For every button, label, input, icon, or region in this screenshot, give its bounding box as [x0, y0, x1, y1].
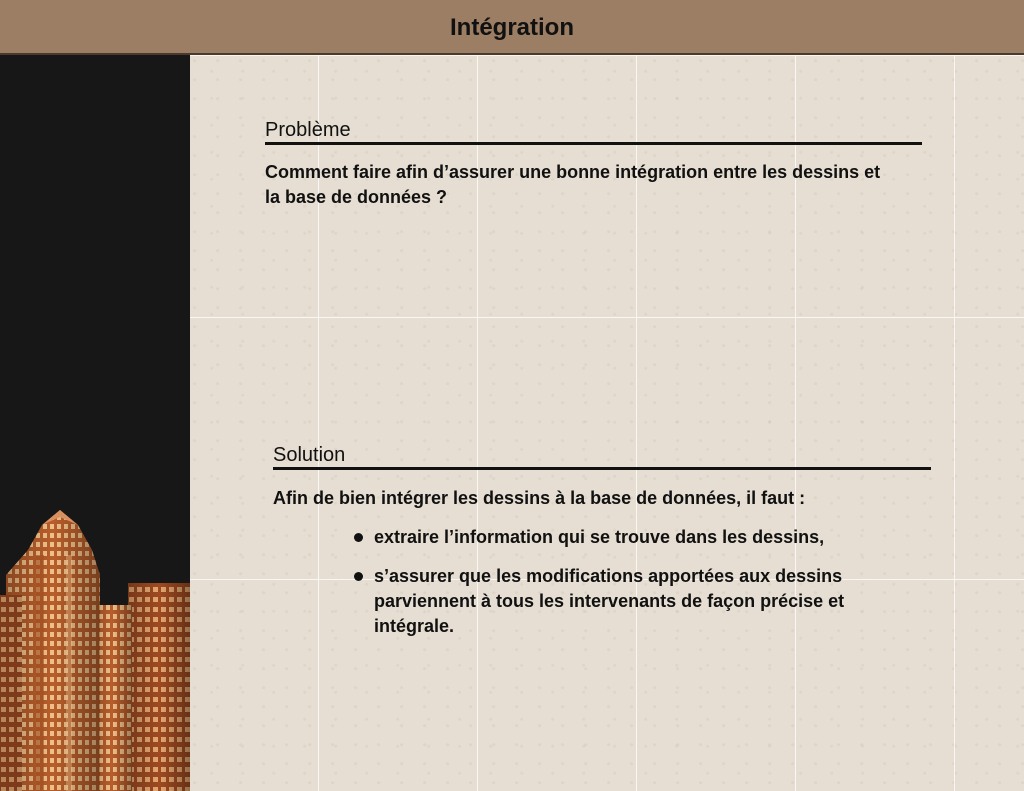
solution-bullet-list	[354, 525, 929, 653]
bullet-icon	[354, 572, 363, 581]
problem-text: Comment faire afin d’assurer une bonne intégration entre les dessins et la base de données ?	[265, 162, 881, 207]
bullet-text: s’assurer que les modifications apportées aux dessins parviennent à tous les intervenants de façon précise et intégrale.	[374, 566, 845, 636]
solution-heading-label: Solution	[273, 444, 346, 466]
left-panel	[0, 55, 190, 791]
solution-intro: Afin de bien intégrer les dessins à la base de données, il faut :	[273, 488, 806, 508]
problem-heading-label: Problème	[265, 119, 351, 141]
slide-title: Intégration	[450, 13, 574, 41]
skyscraper-illustration	[0, 55, 190, 791]
solution-heading	[273, 443, 931, 470]
bullet-icon	[354, 533, 363, 542]
title-bar	[0, 0, 1024, 55]
problem-heading	[265, 118, 922, 145]
bullet-text: extraire l’information qui se trouve dans les dessins,	[374, 527, 825, 547]
list-item	[354, 564, 929, 639]
list-item	[354, 525, 929, 550]
